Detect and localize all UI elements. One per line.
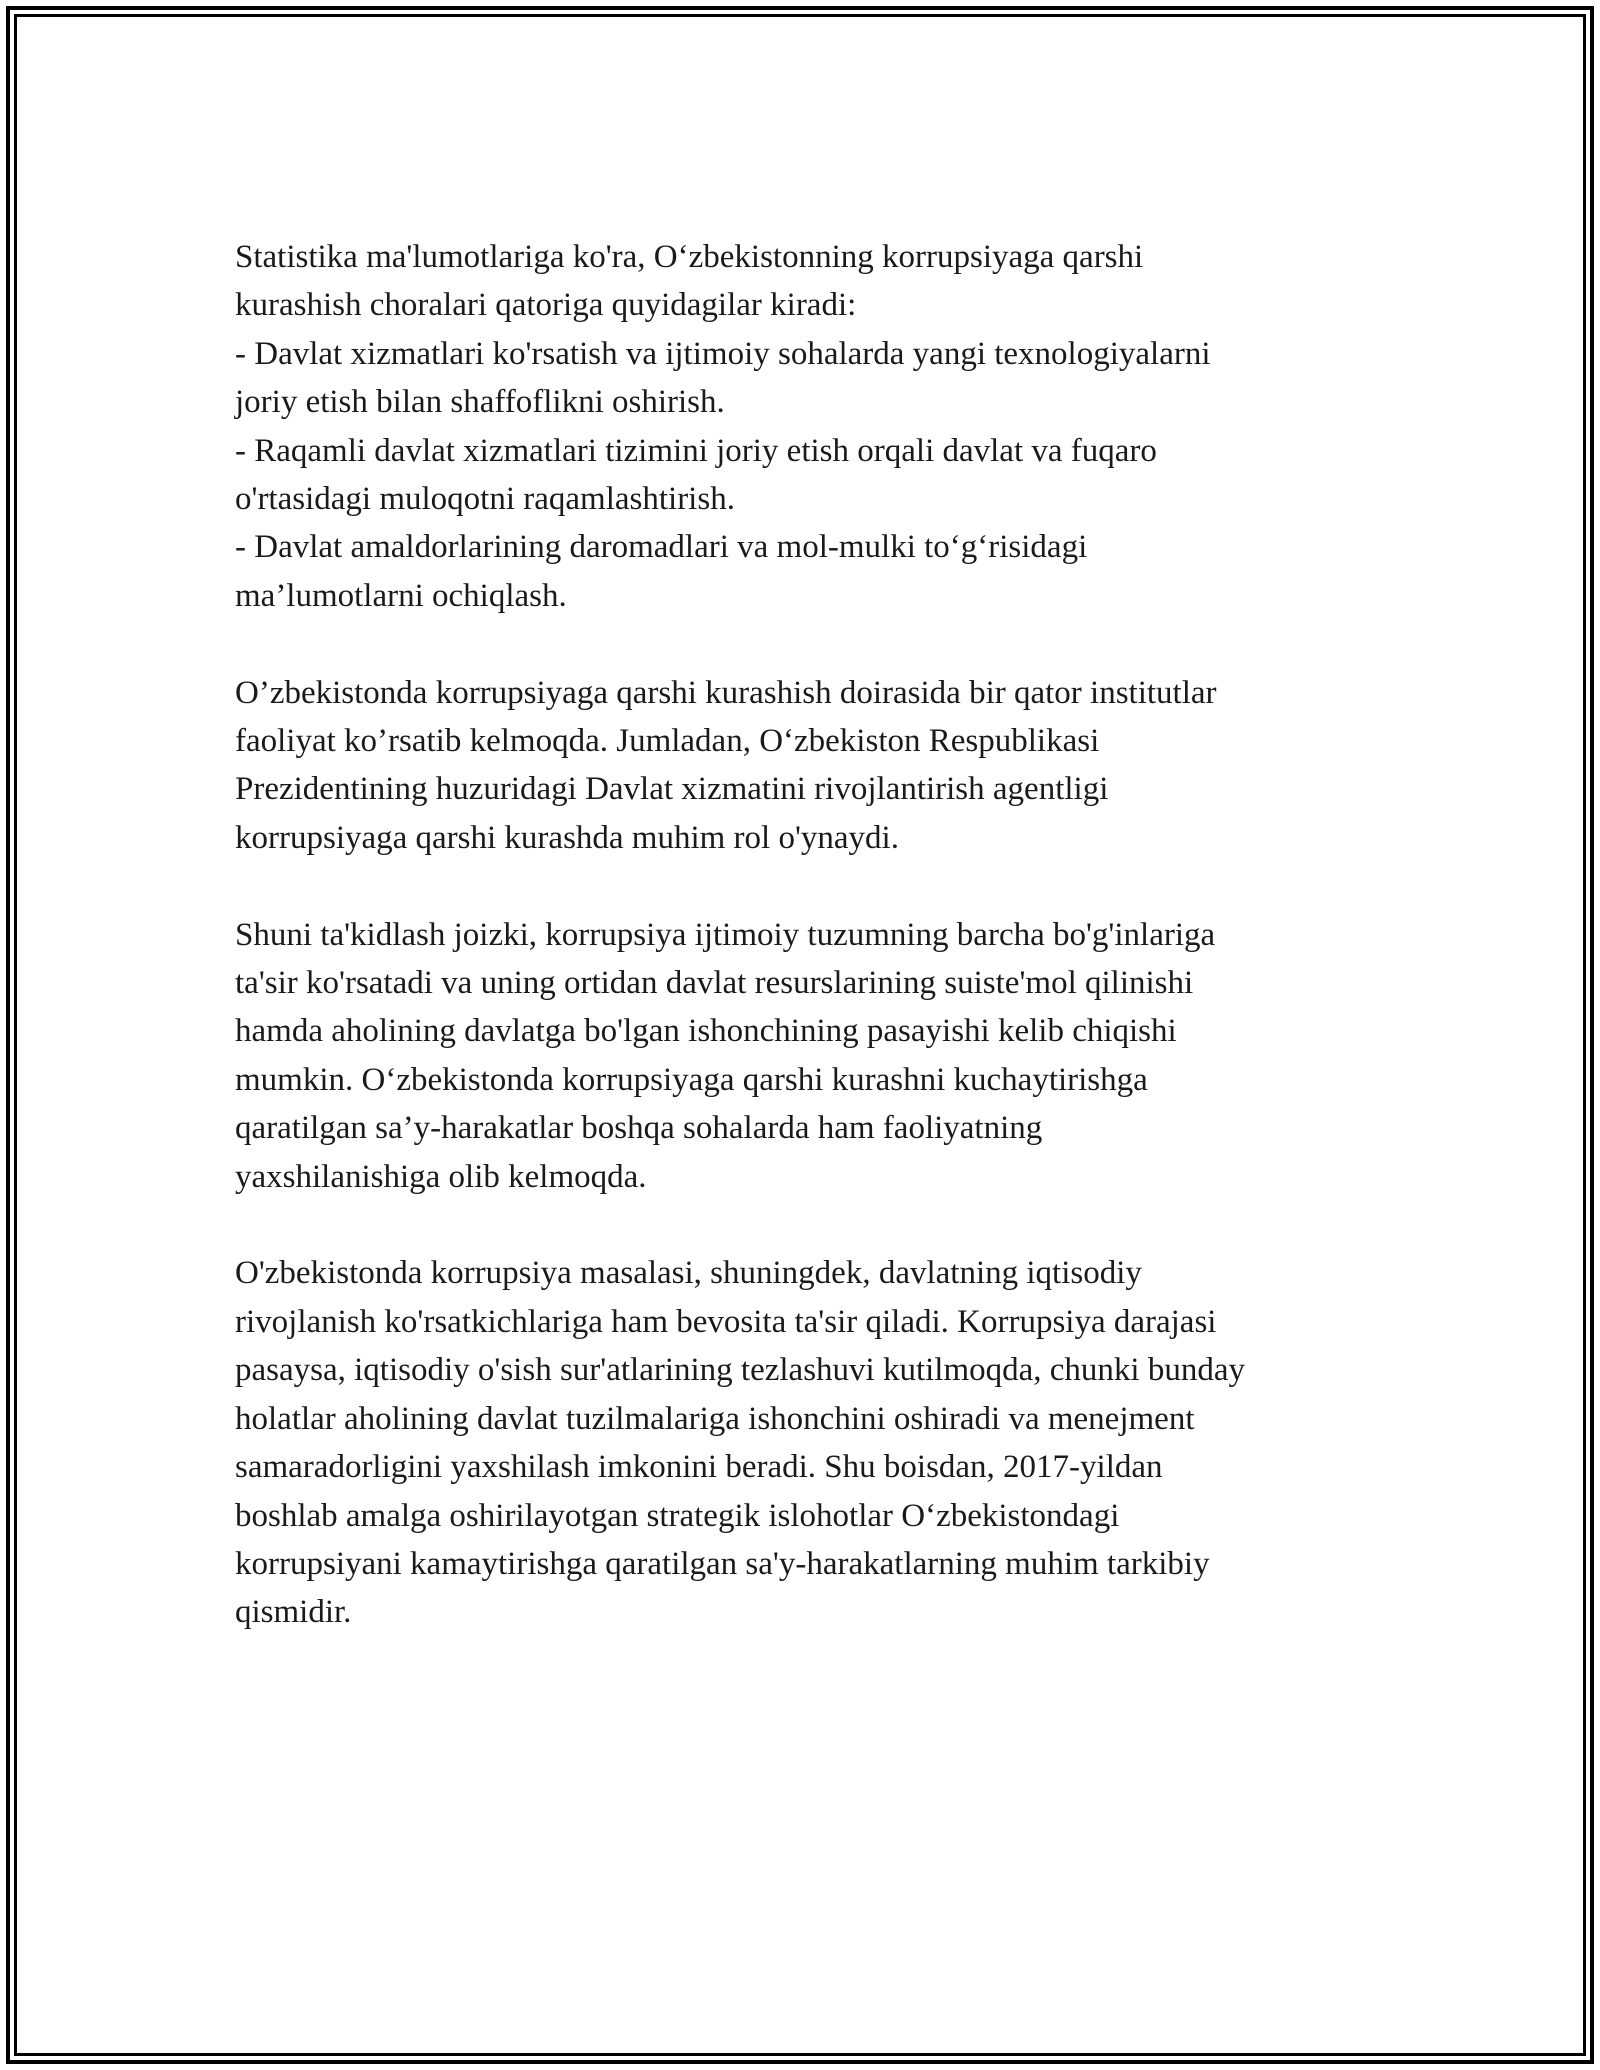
- text-line: O’zbekistonda korrupsiyaga qarshi kurashish doirasida bir qator institutlar: [235, 674, 1217, 711]
- text-line: ta'sir ko'rsatadi va uning ortidan davlat resurslarining suiste'mol qilinishi: [235, 965, 1194, 1002]
- text-line: hamda aholining davlatga bo'lgan ishonchining pasayishi kelib chiqishi: [235, 1013, 1177, 1050]
- list-item-line: ma’lumotlarni ochiqlash.: [235, 577, 567, 614]
- text-line: O'zbekistonda korrupsiya masalasi, shuningdek, davlatning iqtisodiy: [235, 1255, 1142, 1292]
- list-item-line: - Davlat xizmatlari ko'rsatish va ijtimoiy sohalarda yangi texnologiyalarni: [235, 335, 1211, 372]
- text-line: Shuni ta'kidlash joizki, korrupsiya ijtimoiy tuzumning barcha bo'g'inlariga: [235, 916, 1216, 953]
- list-item-line: o'rtasidagi muloqotni raqamlashtirish.: [235, 481, 735, 518]
- text-line: boshlab amalga oshirilayotgan strategik islohotlar O‘zbekistondagi: [235, 1497, 1120, 1534]
- text-line: rivojlanish ko'rsatkichlariga ham bevosita ta'sir qiladi. Korrupsiya darajasi: [235, 1303, 1217, 1340]
- text-line: korrupsiyani kamaytirishga qaratilgan sa'y-harakatlarning muhim tarkibiy: [235, 1545, 1210, 1582]
- text-line: korrupsiyaga qarshi kurashda muhim rol o'ynaydi.: [235, 819, 899, 856]
- text-line: qaratilgan sa’y-harakatlar boshqa sohalarda ham faoliyatning: [235, 1110, 1043, 1147]
- text-line: pasaysa, iqtisodiy o'sish sur'atlarining tezlashuvi kutilmoqda, chunki bunday: [235, 1352, 1245, 1389]
- text-line: samaradorligini yaxshilash imkonini beradi. Shu boisdan, 2017-yildan: [235, 1449, 1163, 1486]
- text-line: yaxshilanishiga olib kelmoqda.: [235, 1158, 647, 1195]
- text-line: qismidir.: [235, 1594, 352, 1631]
- paragraph-social-impact: [235, 911, 1375, 1201]
- text-line: Prezidentining huzuridagi Davlat xizmatini rivojlantirish agentligi: [235, 771, 1109, 808]
- paragraph-anti-corruption-measures: [235, 233, 1375, 620]
- text-line: mumkin. O‘zbekistonda korrupsiyaga qarshi kurashni kuchaytirishga: [235, 1061, 1148, 1098]
- text-line: holatlar aholining davlat tuzilmalariga ishonchini oshiradi va menejment: [235, 1400, 1195, 1437]
- list-item-line: - Davlat amaldorlarining daromadlari va mol-mulki to‘g‘risidagi: [235, 529, 1088, 566]
- text-line: Statistika ma'lumotlariga ko'ra, O‘zbekistonning korrupsiyaga qarshi: [235, 239, 1144, 275]
- list-item-line: joriy etish bilan shaffoflikni oshirish.: [235, 384, 725, 421]
- text-line: kurashish choralari qatoriga quyidagilar kiradi:: [235, 287, 857, 324]
- paragraph-institutions: [235, 669, 1375, 863]
- paragraph-economic-impact: [235, 1249, 1375, 1636]
- text-line: faoliyat ko’rsatib kelmoqda. Jumladan, O‘zbekiston Respublikasi: [235, 723, 1100, 760]
- document-body: [235, 233, 1375, 1685]
- list-item-line: - Raqamli davlat xizmatlari tizimini joriy etish orqali davlat va fuqaro: [235, 432, 1157, 469]
